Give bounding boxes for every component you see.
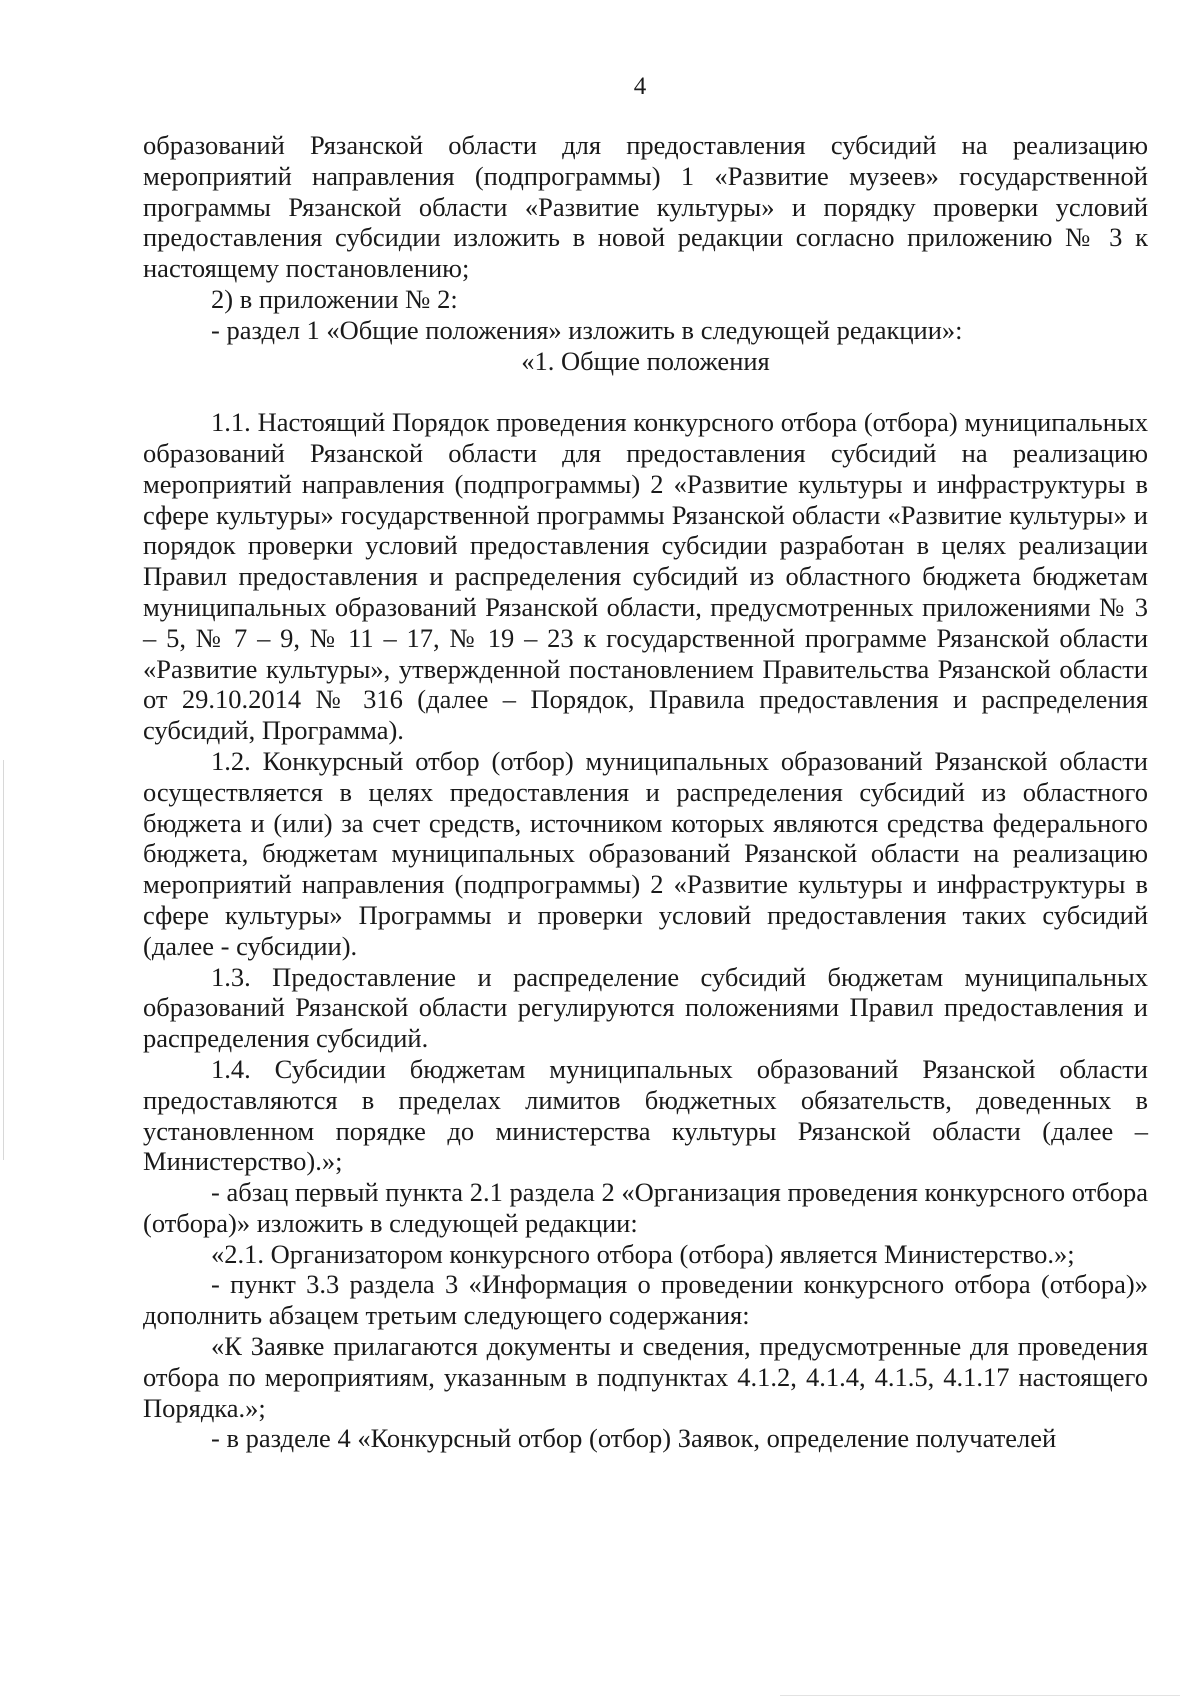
section-heading-general-provisions: «1. Общие положения (521, 345, 770, 376)
scan-bottom-line (780, 1695, 1180, 1696)
paragraph-section-4: - в разделе 4 «Конкурсный отбор (отбор) Заявок, определение получателей (211, 1423, 1057, 1454)
scan-edge-line (3, 760, 4, 1160)
paragraph-continuation: образований Рязанской области для предоставления субсидий на реализацию мероприятий направления (подпрограммы) 1 «Развитие музеев» государственной программы Рязанской области «Развитие культуры» и порядку проверки условий предоставления субсидии изложить в новой редакции согласно приложению № 3 к настоящему постановлению; (143, 130, 1148, 284)
paragraph-item-2: 2) в приложении № 2: (211, 283, 458, 314)
clause-1-4: 1.4. Субсидии бюджетам муниципальных образований Рязанской области предоставляются в пределах лимитов бюджетных обязательств, доведенных в установленном порядке до министерства культуры Рязанской области (далее – Министерство).»; (143, 1053, 1148, 1177)
clause-1-3: 1.3. Предоставление и распределение субсидий бюджетам муниципальных образований Рязанской области регулируются положениями Правил предоставления и распределения субсидий. (143, 961, 1148, 1054)
page-number: 4 (633, 73, 647, 100)
clause-1-1: 1.1. Настоящий Порядок проведения конкурсного отбора (отбора) муниципальных образований Рязанской области для предоставления субсидий на реализацию мероприятий направления (подпрограммы) 2 «Развитие культуры и инфраструктуры в сфере культуры» государственной программы Рязанской области «Развитие культуры» и порядок проверки условий предоставления субсидии разработан в целях реализации Правил предоставления и распределения субсидий из областного бюджета бюджетам муниципальных образований Рязанской области, предусмотренных приложениями № 3 – 5, № 7 – 9, № 11 – 17, № 19 – 23 к государственной программе Рязанской области «Развитие культуры», утвержденной постановлением Правительства Рязанской области от 29.10.2014 № 316 (далее – Порядок, Правила предоставления и распределения субсидий, Программа). (143, 407, 1148, 746)
paragraph-application-docs: «К Заявке прилагаются документы и сведения, предусмотренные для проведения отбора по мероприятиям, указанным в подпунктах 4.1.2, 4.1.4, 4.1.5, 4.1.17 настоящего Порядка.»; (143, 1331, 1148, 1423)
blank-line (143, 376, 1148, 407)
paragraph-amend-3-3: - пункт 3.3 раздела 3 «Информация о проведении конкурсного отбора (отбора)» дополнить абзацем третьим следующего содержания: (143, 1269, 1148, 1331)
clause-1-2: 1.2. Конкурсный отбор (отбор) муниципальных образований Рязанской области осуществляется в целях предоставления и распределения субсидий из областного бюджета и (или) за счет средств, источником которых являются средства федерального бюджета, бюджетам муниципальных образований Рязанской области на реализацию мероприятий направления (подпрограммы) 2 «Развитие культуры и инфраструктуры в сфере культуры» Программы и проверки условий предоставления таких субсидий (далее - субсидии). (143, 745, 1148, 961)
paragraph-amend-2-1: - абзац первый пункта 2.1 раздела 2 «Организация проведения конкурсного отбора (отбора)» изложить в следующей редакции: (143, 1177, 1148, 1238)
paragraph-section-1-intro: - раздел 1 «Общие положения» изложить в следующей редакции»: (211, 314, 963, 345)
clause-2-1: «2.1. Организатором конкурсного отбора (отбора) является Министерство.»; (211, 1238, 1075, 1269)
document-body (143, 130, 1148, 1454)
